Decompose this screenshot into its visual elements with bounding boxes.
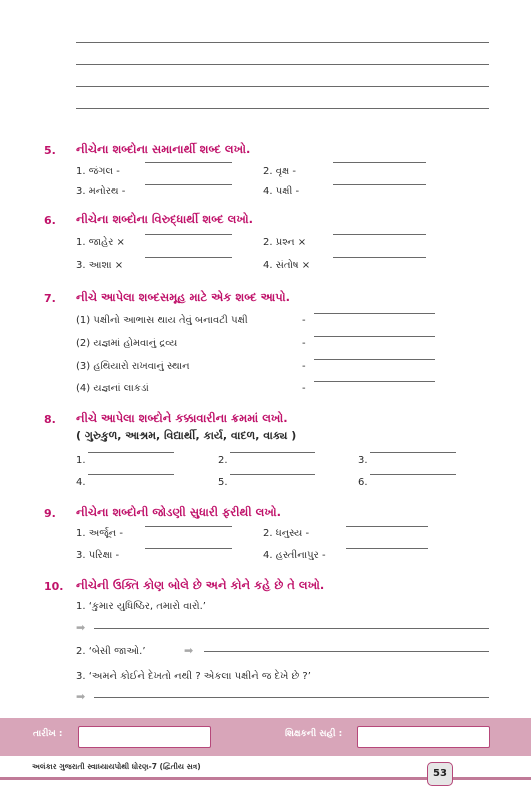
question-number: 8. bbox=[44, 413, 56, 426]
answer-blank[interactable] bbox=[314, 336, 435, 337]
writing-line[interactable] bbox=[76, 64, 489, 65]
writing-line[interactable] bbox=[76, 108, 489, 109]
question-item: 1. જાહેર × bbox=[76, 237, 125, 248]
date-label: તારીખ : bbox=[33, 729, 63, 739]
right-arrow-icon: ➡ bbox=[76, 621, 86, 634]
writing-line[interactable] bbox=[76, 86, 489, 87]
answer-blank[interactable] bbox=[145, 526, 232, 527]
question-item: (4) યજ્ઞનાં લાકડાં bbox=[76, 383, 149, 394]
answer-blank[interactable] bbox=[333, 257, 426, 258]
question-number: 6. bbox=[44, 214, 56, 227]
answer-blank[interactable] bbox=[314, 313, 435, 314]
answer-blank[interactable] bbox=[333, 184, 426, 185]
answer-blank[interactable] bbox=[88, 474, 174, 475]
question-item: 2. વૃક્ષ - bbox=[263, 166, 296, 177]
page-number: 53 bbox=[427, 762, 453, 786]
question-item: 4. પક્ષી - bbox=[263, 186, 300, 197]
answer-blank[interactable] bbox=[370, 474, 456, 475]
question-title: નીચેની ઉક્તિ કોણ બોલે છે અને કોને કહે છે તે લખો. bbox=[76, 578, 325, 592]
question-subtitle: ( ગુરુકુળ, આશ્રમ, વિદ્યાર્થી, કાર્ય, વાદળ, વાક્ય ) bbox=[76, 429, 297, 442]
answer-blank[interactable] bbox=[230, 452, 315, 453]
answer-blank[interactable] bbox=[314, 381, 435, 382]
answer-blank[interactable] bbox=[333, 234, 426, 235]
question-item: (3) હથિયારો રાખવાનું સ્થાન bbox=[76, 361, 190, 372]
answer-blank[interactable] bbox=[314, 359, 435, 360]
question-item: (2) યજ્ઞમાં હોમવાનું દ્રવ્ય bbox=[76, 338, 178, 349]
right-arrow-icon: ➡ bbox=[184, 644, 194, 657]
answer-blank[interactable] bbox=[204, 651, 489, 652]
question-item: (1) પક્ષીનો આભાસ થાય તેવું બનાવટી પક્ષી bbox=[76, 315, 248, 326]
question-item: 1. જંગલ - bbox=[76, 166, 120, 177]
blank-label: 6. bbox=[358, 477, 368, 488]
writing-line[interactable] bbox=[76, 42, 489, 43]
book-title: અલંકાર ગુજરાતી સ્વાધ્યાયપોથી ધોરણ-7 (દ્વિતીય સત્ર) bbox=[32, 762, 201, 771]
question-number: 10. bbox=[44, 580, 64, 593]
question-item: 2. ‘બેસી જાઓ.’ bbox=[76, 646, 146, 657]
blank-label: 5. bbox=[218, 477, 228, 488]
answer-blank[interactable] bbox=[145, 257, 232, 258]
question-item: 3. પરિક્ષા - bbox=[76, 550, 120, 561]
question-number: 5. bbox=[44, 144, 56, 157]
answer-blank[interactable] bbox=[145, 162, 232, 163]
question-title: નીચે આપેલા શબ્દોને કક્કાવારીના ક્રમમાં લખો. bbox=[76, 411, 288, 425]
answer-blank[interactable] bbox=[145, 548, 232, 549]
question-title: નીચે આપેલા શબ્દસમૂહ માટે એક શબ્દ આપો. bbox=[76, 290, 290, 304]
question-item: 3. આશા × bbox=[76, 260, 124, 271]
answer-blank[interactable] bbox=[346, 526, 428, 527]
answer-blank[interactable] bbox=[333, 162, 426, 163]
question-title: નીચેના શબ્દોના સમાનાર્થી શબ્દ લખો. bbox=[76, 142, 251, 156]
date-field[interactable] bbox=[78, 726, 211, 748]
question-item: 1. ‘કુમાર યુધિષ્ઠિર, તમારો વારો.’ bbox=[76, 601, 206, 612]
answer-blank[interactable] bbox=[370, 452, 456, 453]
question-number: 9. bbox=[44, 507, 56, 520]
question-item: 4. સંતોષ × bbox=[263, 260, 311, 271]
answer-blank[interactable] bbox=[88, 452, 174, 453]
blank-label: 1. bbox=[76, 455, 86, 466]
teacher-sign-field[interactable] bbox=[357, 726, 490, 748]
question-title: નીચેના શબ્દોના વિરુદ્ધાર્થી શબ્દ લખો. bbox=[76, 212, 254, 226]
answer-blank[interactable] bbox=[145, 184, 232, 185]
right-arrow-icon: ➡ bbox=[76, 690, 86, 703]
question-item: 2. ધનુસ્ય - bbox=[263, 528, 310, 539]
dash: - bbox=[302, 315, 306, 326]
answer-blank[interactable] bbox=[346, 548, 428, 549]
dash: - bbox=[302, 338, 306, 349]
question-item: 3. ‘અમને કોઈને દેખતો નથી ? એકલા પક્ષીને જ દેખે છે ?’ bbox=[76, 671, 311, 682]
question-item: 4. હસ્તીનાપુર - bbox=[263, 550, 326, 561]
question-item: 3. મનોરથ - bbox=[76, 186, 126, 197]
answer-blank[interactable] bbox=[94, 697, 489, 698]
teacher-sign-label: શિક્ષકની સહી : bbox=[285, 729, 343, 739]
answer-blank[interactable] bbox=[230, 474, 315, 475]
question-item: 1. અર્જૂન - bbox=[76, 528, 123, 539]
dash: - bbox=[302, 361, 306, 372]
dash: - bbox=[302, 383, 306, 394]
blank-label: 4. bbox=[76, 477, 86, 488]
question-item: 2. પ્રશ્ન × bbox=[263, 237, 307, 248]
blank-label: 2. bbox=[218, 455, 228, 466]
answer-blank[interactable] bbox=[145, 234, 232, 235]
answer-blank[interactable] bbox=[94, 628, 489, 629]
question-title: નીચેના શબ્દોની જોડણી સુધારી ફરીથી લખો. bbox=[76, 505, 282, 519]
blank-label: 3. bbox=[358, 455, 368, 466]
question-number: 7. bbox=[44, 292, 56, 305]
